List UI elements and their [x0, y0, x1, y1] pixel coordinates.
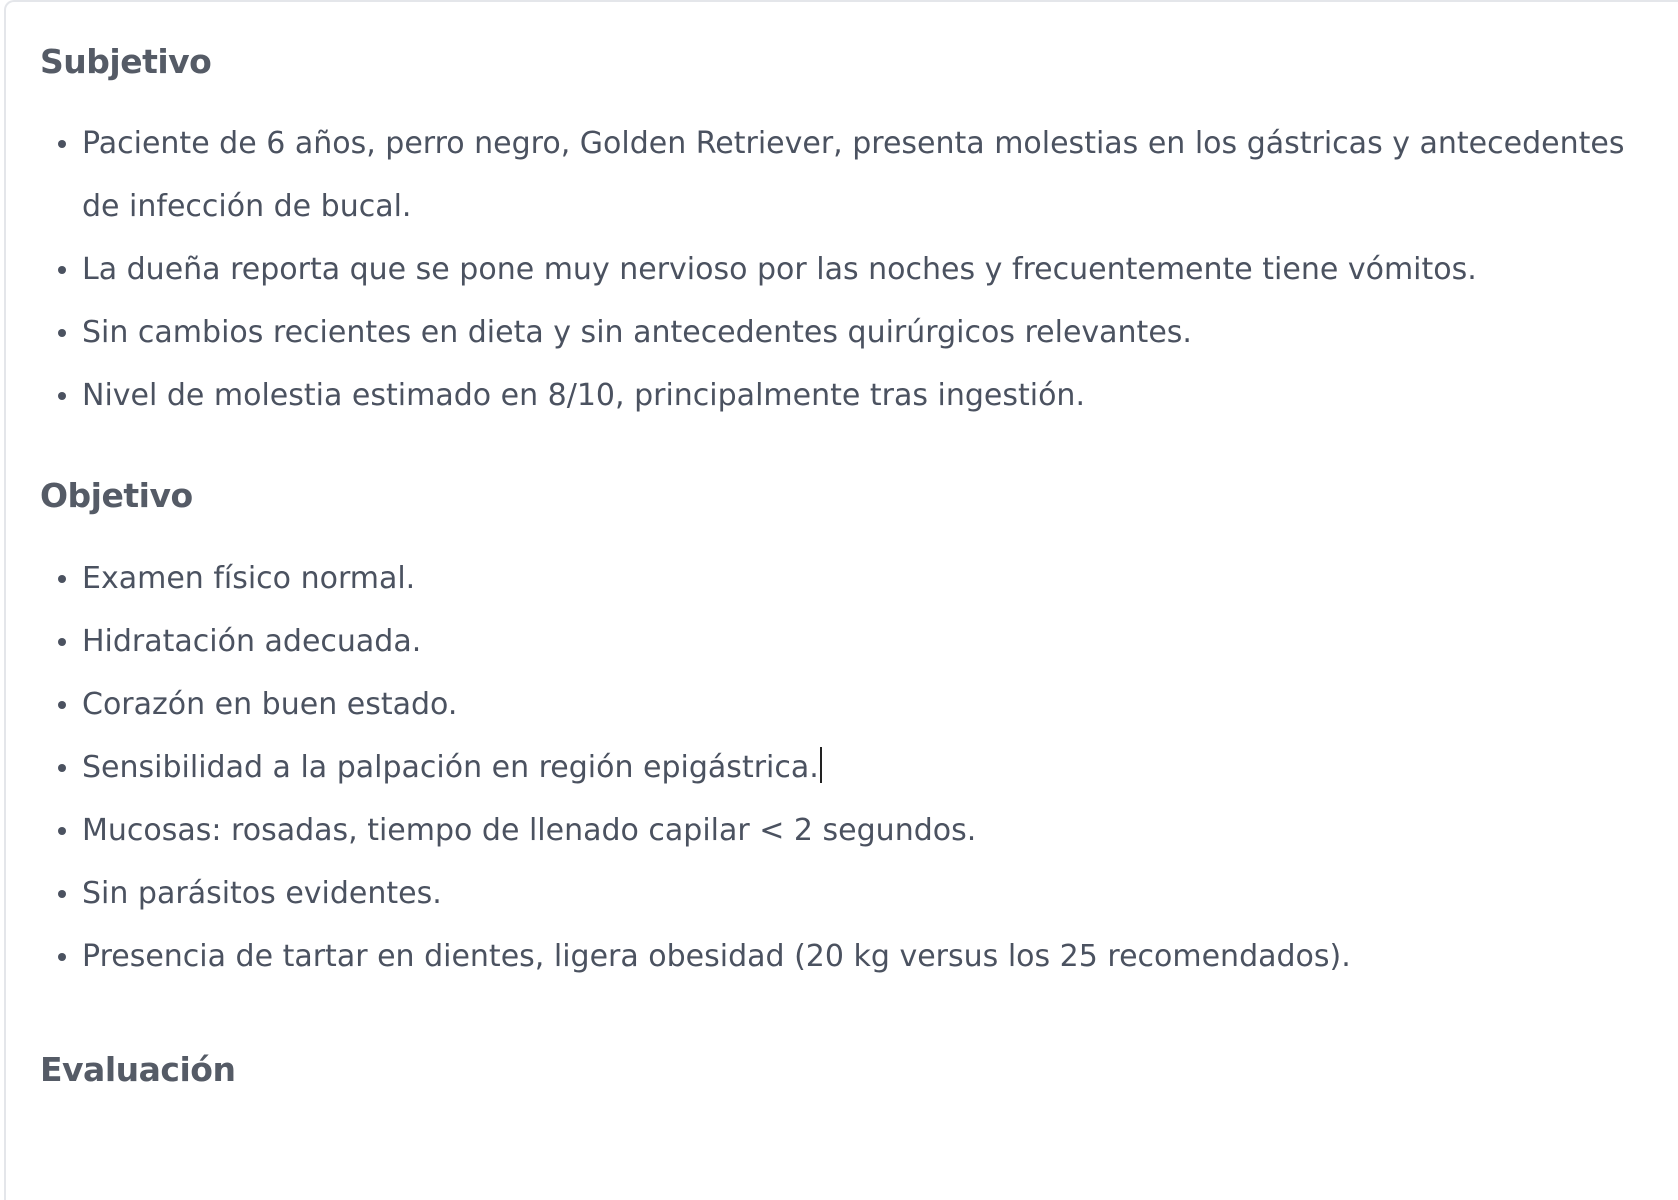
- list-item-text: Paciente de 6 años, perro negro, Golden Retriever, presenta molestias en los gástricas y antecedentes de infección de bucal.: [82, 126, 1625, 224]
- list-item-text: La dueña reporta que se pone muy nervioso por las noches y frecuentemente tiene vómitos.: [82, 252, 1477, 287]
- list-item[interactable]: [52, 364, 1678, 427]
- objetivo-list: [52, 547, 1678, 988]
- section-heading-subjetivo: Subjetivo: [40, 42, 212, 81]
- list-item[interactable]: [52, 862, 1678, 925]
- bullet-icon: [58, 890, 66, 898]
- list-item[interactable]: [52, 301, 1678, 364]
- text-cursor: [820, 747, 822, 783]
- list-item[interactable]: [52, 925, 1678, 988]
- bullet-icon: [58, 764, 66, 772]
- list-item-text: Sin parásitos evidentes.: [82, 876, 442, 911]
- list-item[interactable]: [52, 112, 1652, 238]
- list-item-text: Presencia de tartar en dientes, ligera obesidad (20 kg versus los 25 recomendados).: [82, 939, 1351, 974]
- bullet-icon: [58, 392, 66, 400]
- note-editor[interactable]: [4, 0, 1678, 1200]
- section-heading-evaluacion: Evaluación: [40, 1050, 236, 1089]
- bullet-icon: [58, 638, 66, 646]
- subjetivo-list: [52, 112, 1678, 427]
- list-item-text: Hidratación adecuada.: [82, 624, 422, 659]
- list-item-text: Sin cambios recientes en dieta y sin antecedentes quirúrgicos relevantes.: [82, 315, 1192, 350]
- list-item-text: Mucosas: rosadas, tiempo de llenado capilar < 2 segundos.: [82, 813, 977, 848]
- bullet-icon: [58, 140, 66, 148]
- list-item-text: Nivel de molestia estimado en 8/10, principalmente tras ingestión.: [82, 378, 1085, 413]
- list-item-text: Corazón en buen estado.: [82, 687, 458, 722]
- bullet-icon: [58, 701, 66, 709]
- bullet-icon: [58, 329, 66, 337]
- list-item[interactable]: [52, 736, 1678, 799]
- list-item[interactable]: [52, 799, 1678, 862]
- bullet-icon: [58, 575, 66, 583]
- bullet-icon: [58, 827, 66, 835]
- list-item[interactable]: [52, 238, 1678, 301]
- list-item-text: Sensibilidad a la palpación en región epigástrica.: [82, 750, 819, 785]
- list-item[interactable]: [52, 610, 1678, 673]
- bullet-icon: [58, 266, 66, 274]
- section-heading-objetivo: Objetivo: [40, 476, 193, 515]
- list-item-text: Examen físico normal.: [82, 561, 416, 596]
- bullet-icon: [58, 953, 66, 961]
- list-item[interactable]: [52, 547, 1678, 610]
- list-item[interactable]: [52, 673, 1678, 736]
